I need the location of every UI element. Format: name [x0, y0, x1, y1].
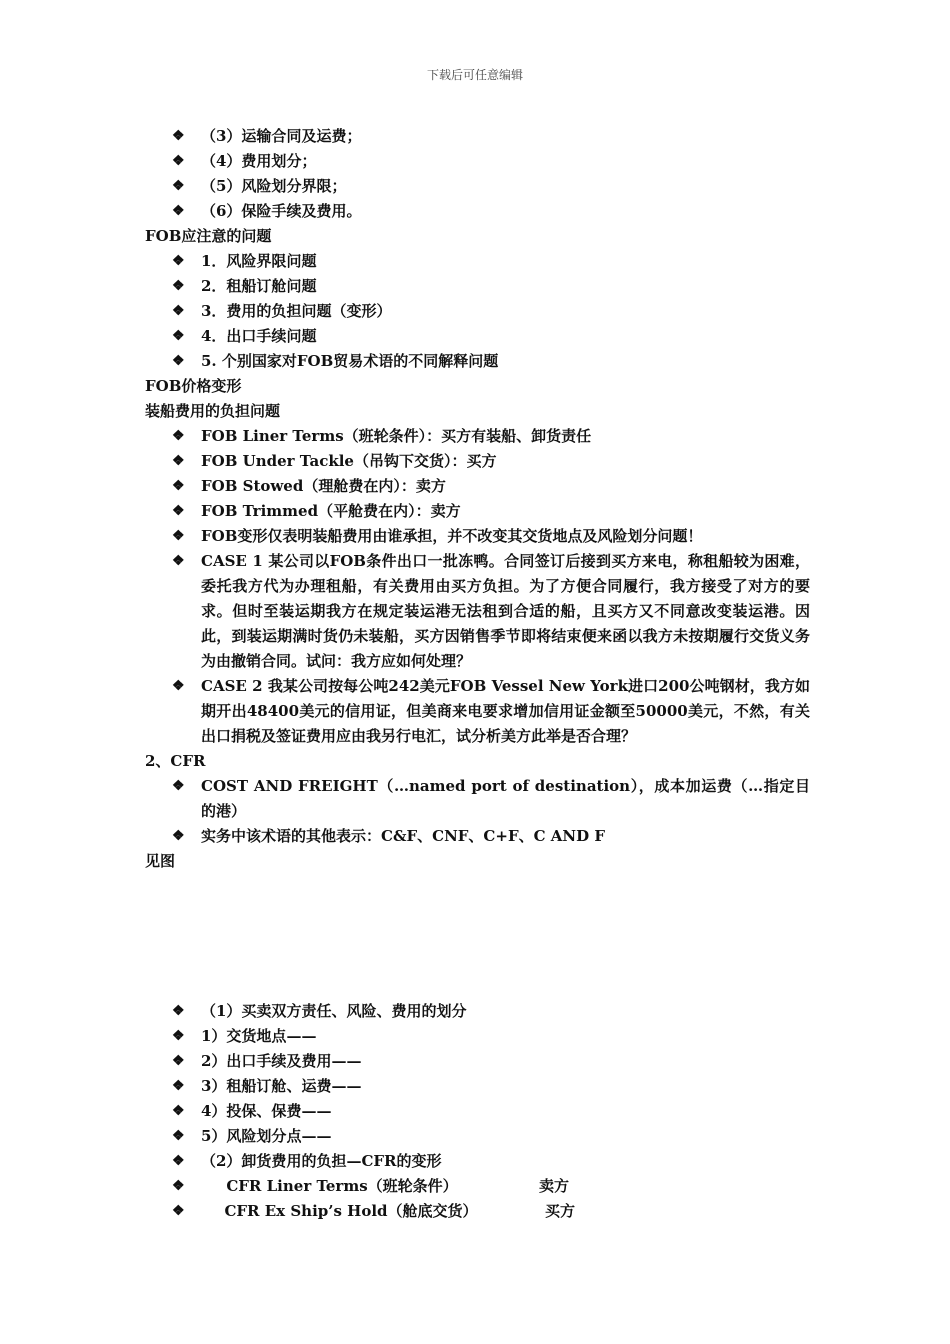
- heading-see-figure: 见图: [145, 852, 176, 870]
- diamond-bullet-icon: ❖: [172, 203, 185, 219]
- heading-fob-issues: FOB应注意的问题: [145, 227, 272, 245]
- diamond-bullet-icon: ❖: [172, 178, 185, 194]
- list-item: ❖ （5）风险划分界限；: [145, 174, 810, 199]
- list-item: ❖ FOB变形仅表明装船费用由谁承担，并不改变其交货地点及风险划分问题！: [145, 524, 810, 549]
- diamond-bullet-icon: ❖: [172, 1053, 185, 1069]
- diamond-bullet-icon: ❖: [172, 778, 185, 794]
- diamond-bullet-icon: ❖: [172, 153, 185, 169]
- list-fob-issues: [145, 249, 810, 374]
- diamond-bullet-icon: ❖: [172, 453, 185, 469]
- list-item: ❖ FOB Stowed（理舱费在内）：卖方: [145, 474, 810, 499]
- list-item: ❖ 5）风险划分点——: [145, 1124, 810, 1149]
- list-item-case-1: ❖ CASE 1 某公司以FOB条件出口一批冻鸭。合同签订后接到买方来电，称租船较为困难，委托我方代为办理租船，有关费用由买方负担。为了方便合同履行，我方接受了对方的要求。但时至装运期我方在规定装运港无法租到合适的船，且买方又不同意改变装运港。因此，到装运期满时货仍未装船，买方因销售季节即将结束便来函以我方未按期履行交货义务为由撤销合同。试问：我方应如何处理？: [145, 549, 810, 674]
- list-item: ❖ 1．风险界限问题: [145, 249, 810, 274]
- list-item: ❖ （1）买卖双方责任、风险、费用的划分: [145, 999, 810, 1024]
- list-fob-variants: [145, 424, 810, 749]
- list-item: ❖ （4）费用划分；: [145, 149, 810, 174]
- list-item: ❖ 2）出口手续及费用——: [145, 1049, 810, 1074]
- diamond-bullet-icon: ❖: [172, 353, 185, 369]
- page-header: 下载后可任意编辑: [426, 68, 523, 82]
- diamond-bullet-icon: ❖: [172, 1178, 185, 1194]
- list-item: ❖ FOB Under Tackle（吊钩下交货）：买方: [145, 449, 810, 474]
- diamond-bullet-icon: ❖: [172, 1028, 185, 1044]
- diamond-bullet-icon: ❖: [172, 1103, 185, 1119]
- diamond-bullet-icon: ❖: [172, 253, 185, 269]
- diamond-bullet-icon: ❖: [172, 1003, 185, 1019]
- list-item: ❖ （6）保险手续及费用。: [145, 199, 810, 224]
- list-item: ❖ 4）投保、保费——: [145, 1099, 810, 1124]
- list-item: ❖ 5. 个别国家对FOB贸易术语的不同解释问题: [145, 349, 810, 374]
- diamond-bullet-icon: ❖: [172, 503, 185, 519]
- diamond-bullet-icon: ❖: [172, 278, 185, 294]
- diamond-bullet-icon: ❖: [172, 478, 185, 494]
- list-cfr-responsibilities: [145, 999, 810, 1224]
- diamond-bullet-icon: ❖: [172, 128, 185, 144]
- list-item: ❖ FOB Liner Terms（班轮条件）：买方有装船、卸货责任: [145, 424, 810, 449]
- list-item: ❖ FOB Trimmed（平舱费在内）：卖方: [145, 499, 810, 524]
- document-body: [145, 124, 810, 1224]
- figure-placeholder: [145, 874, 810, 999]
- list-item-cfr-variant: [145, 1199, 810, 1224]
- diamond-bullet-icon: ❖: [172, 1203, 185, 1219]
- diamond-bullet-icon: ❖: [172, 828, 185, 844]
- diamond-bullet-icon: ❖: [172, 1078, 185, 1094]
- diamond-bullet-icon: ❖: [172, 553, 185, 569]
- list-cost-items: [145, 124, 810, 224]
- list-item: ❖ 实务中该术语的其他表示：C&F、CNF、C+F、C AND F: [145, 824, 810, 849]
- list-item: ❖ （2）卸货费用的负担—CFR的变形: [145, 1149, 810, 1174]
- cfr-variant-term: CFR Liner Terms（班轮条件）: [226, 1177, 458, 1195]
- list-item: ❖ 3）租船订舱、运费——: [145, 1074, 810, 1099]
- list-item-cfr-variant: [145, 1174, 810, 1199]
- cfr-variant-term: CFR Ex Ship’s Hold（舱底交货）: [224, 1202, 478, 1220]
- list-item: ❖ 2．租船订舱问题: [145, 274, 810, 299]
- list-item: ❖ 3．费用的负担问题（变形）: [145, 299, 810, 324]
- diamond-bullet-icon: ❖: [172, 428, 185, 444]
- heading-loading-cost: 装船费用的负担问题: [145, 402, 281, 420]
- list-item: ❖ COST AND FREIGHT（…named port of destination），成本加运费（…指定目的港）: [145, 774, 810, 824]
- list-item: ❖ 4．出口手续问题: [145, 324, 810, 349]
- list-item-case-2: ❖ CASE 2 我某公司按每公吨242美元FOB Vessel New York进口200公吨钢材，我方如期开出48400美元的信用证，但美商来电要求增加信用证金额至50000美元，不然，有关出口捐税及签证费用应由我另行电汇，试分析美方此举是否合理？: [145, 674, 810, 749]
- list-item: ❖ 1）交货地点——: [145, 1024, 810, 1049]
- list-cfr-definition: [145, 774, 810, 849]
- heading-fob-variants: FOB价格变形: [145, 377, 242, 395]
- diamond-bullet-icon: ❖: [172, 528, 185, 544]
- heading-cfr: 2、CFR: [145, 752, 206, 770]
- diamond-bullet-icon: ❖: [172, 303, 185, 319]
- cfr-variant-party: 买方: [545, 1202, 576, 1220]
- cfr-variant-party: 卖方: [539, 1177, 570, 1195]
- list-item: ❖ （3）运输合同及运费；: [145, 124, 810, 149]
- diamond-bullet-icon: ❖: [172, 328, 185, 344]
- diamond-bullet-icon: ❖: [172, 1153, 185, 1169]
- diamond-bullet-icon: ❖: [172, 678, 185, 694]
- diamond-bullet-icon: ❖: [172, 1128, 185, 1144]
